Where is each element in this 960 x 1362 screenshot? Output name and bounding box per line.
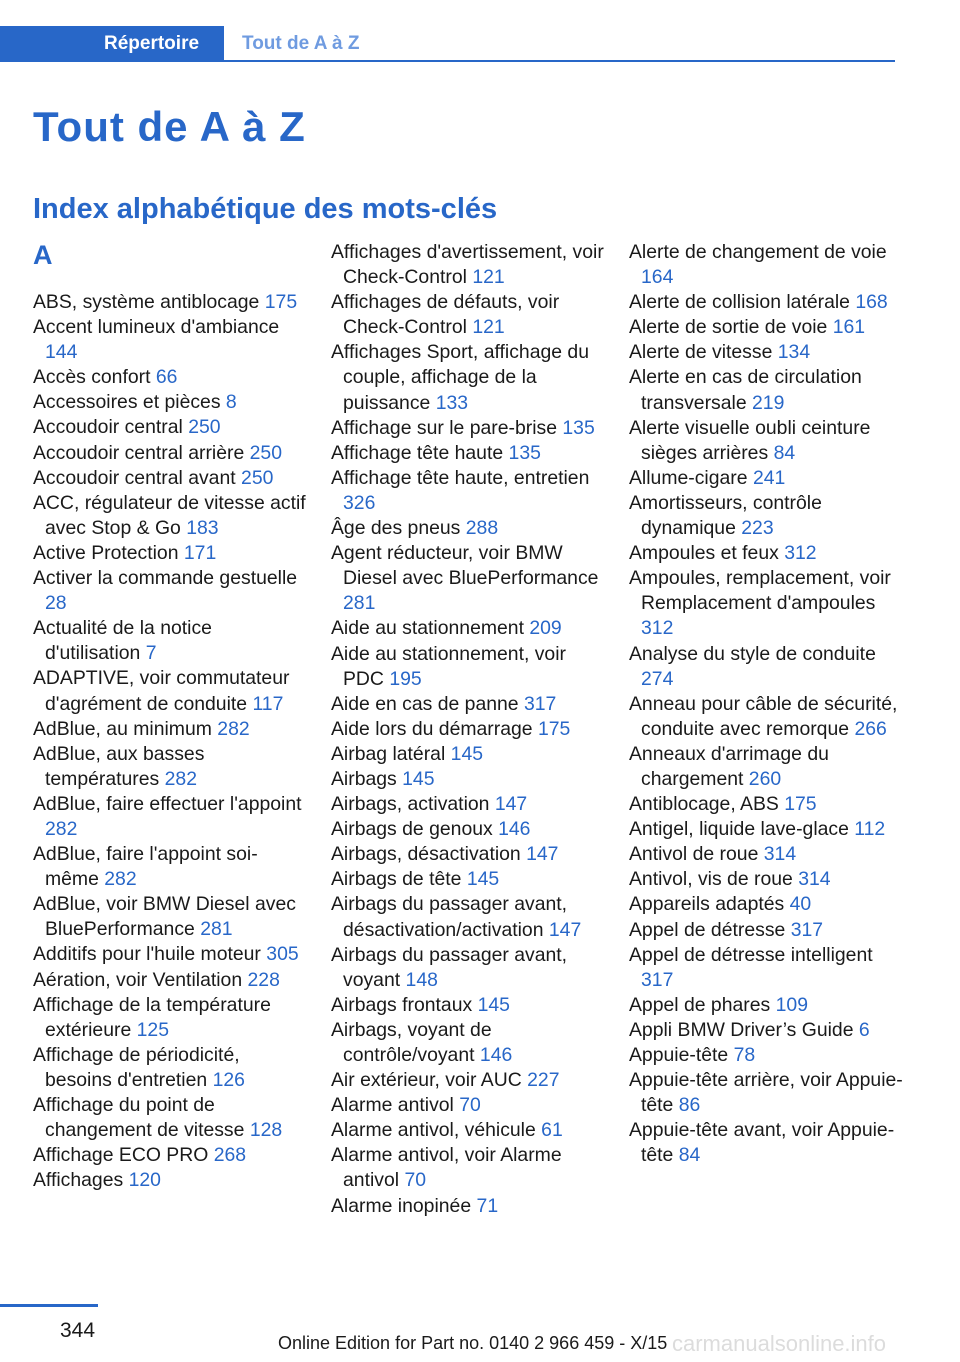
entry-page-link[interactable]: 175: [537, 717, 571, 740]
entry-term: Alerte en cas de circulation transversale: [629, 366, 862, 414]
index-entry: [331, 441, 606, 466]
entry-term: Aération, voir Ventilation: [33, 968, 243, 991]
entry-term: Agent réducteur, voir BMW Diesel avec BluePerformance: [331, 542, 599, 590]
entry-page-link[interactable]: 250: [188, 416, 221, 439]
index-entry: [629, 642, 904, 692]
tab-underline: [224, 60, 895, 62]
entry-page-link[interactable]: 282: [217, 717, 250, 740]
entry-page-link[interactable]: 326: [343, 491, 376, 514]
index-entry: [33, 390, 308, 415]
entry-term: Alarme antivol: [331, 1094, 454, 1117]
entry-term: Affichage tête haute: [331, 441, 504, 464]
entry-term: Airbags: [331, 767, 397, 790]
entry-term: Aide en cas de panne: [331, 692, 519, 715]
index-entry: [331, 616, 606, 641]
index-entry: [33, 968, 308, 993]
index-entry: [331, 416, 606, 441]
entry-page-link[interactable]: 28: [45, 592, 67, 615]
entry-page-link[interactable]: 314: [763, 843, 797, 866]
index-entry: [629, 742, 904, 792]
entry-page-link[interactable]: 281: [343, 592, 376, 615]
index-entry: [331, 340, 606, 415]
entry-page-link[interactable]: 274: [641, 667, 674, 690]
index-entry: [33, 290, 308, 315]
entry-page-link[interactable]: 84: [678, 1144, 701, 1167]
entry-term: ADAPTIVE, voir commutateur d'agrément de conduite: [33, 667, 290, 715]
index-entry: [33, 315, 308, 365]
entry-term: Alerte de sortie de voie: [629, 316, 828, 339]
entry-page-link[interactable]: 134: [777, 341, 811, 364]
entry-page-link[interactable]: 281: [200, 918, 233, 941]
page-number: 344: [60, 1319, 96, 1342]
entry-page-link[interactable]: 164: [641, 266, 674, 289]
index-entry: [33, 491, 308, 541]
index-entry: [629, 1068, 904, 1118]
edition-note: Online Edition for Part no. 0140 2 966 459 - X/15: [278, 1333, 668, 1353]
entry-page-link[interactable]: 288: [465, 517, 499, 540]
index-entry: [331, 717, 606, 742]
entry-page-link[interactable]: 282: [45, 817, 78, 840]
entry-page-link[interactable]: 144: [45, 341, 78, 364]
entry-term: Airbags du passager avant, désactivation/activation: [331, 893, 568, 941]
tab-bar: [0, 26, 895, 62]
entry-page-link[interactable]: 145: [450, 742, 484, 765]
entry-page-link[interactable]: 86: [678, 1094, 701, 1117]
entry-page-link[interactable]: 227: [527, 1069, 560, 1092]
entry-page-link[interactable]: 317: [523, 692, 557, 715]
entry-term: Âge des pneus: [331, 517, 461, 540]
index-entry: [33, 441, 308, 466]
entry-term: Active Protection: [33, 541, 179, 564]
entry-page-link[interactable]: 195: [389, 667, 422, 690]
entry-term: Alerte de vitesse: [629, 341, 773, 364]
entry-term: Airbag latéral: [331, 742, 446, 765]
entry-term: Alerte visuelle oubli ceinture sièges arrières: [629, 416, 871, 464]
entry-term: Appel de détresse intelligent: [629, 943, 873, 966]
entry-term: ACC, régulateur de vitesse actif avec Stop & Go: [33, 491, 306, 539]
entry-page-link[interactable]: 183: [186, 516, 219, 539]
entry-page-link[interactable]: 260: [748, 767, 782, 790]
entry-page-link[interactable]: 61: [541, 1119, 563, 1142]
entry-term: Aide au stationnement: [331, 617, 524, 640]
entry-term: AdBlue, au minimum: [33, 717, 212, 740]
index-entry: [629, 918, 904, 943]
index-entry: [33, 742, 308, 792]
entry-page-link[interactable]: 209: [529, 617, 562, 640]
index-entry: [33, 541, 308, 566]
index-entry: [331, 943, 606, 993]
entry-page-link[interactable]: 161: [832, 316, 866, 339]
entry-page-link[interactable]: 147: [494, 793, 528, 816]
index-entry: [33, 666, 308, 716]
entry-term: Appuie-tête arrière, voir Appuie-tête: [629, 1069, 903, 1117]
entry-page-link[interactable]: 126: [212, 1068, 245, 1091]
index-entry: [331, 642, 606, 692]
index-entry: [331, 792, 606, 817]
entry-page-link[interactable]: 145: [402, 767, 435, 790]
entry-term: Airbags de tête: [331, 868, 462, 891]
index-entry: [33, 365, 308, 390]
entry-page-link[interactable]: 175: [784, 793, 817, 816]
entry-page-link[interactable]: 147: [548, 918, 582, 941]
entry-term: Affichages Sport, affichage du couple, affichage de la puissance: [331, 341, 590, 414]
entry-page-link[interactable]: 125: [136, 1018, 169, 1041]
index-entry: [629, 1118, 904, 1168]
entry-page-link[interactable]: 112: [854, 818, 886, 841]
entry-term: Alarme inopinée: [331, 1194, 472, 1217]
entry-term: Antiblocage, ABS: [629, 793, 779, 816]
index-entry: [331, 1018, 606, 1068]
entry-term: Airbags, voyant de contrôle/voyant: [331, 1018, 492, 1066]
entry-page-link[interactable]: 250: [241, 466, 274, 489]
entry-term: Affichage de la température extérieure: [33, 993, 271, 1041]
entry-page-link[interactable]: 40: [789, 893, 812, 916]
entry-page-link[interactable]: 282: [164, 767, 197, 790]
entry-page-link[interactable]: 282: [104, 868, 137, 891]
entry-page-link[interactable]: 266: [854, 717, 887, 740]
entry-page-link[interactable]: 66: [155, 366, 178, 389]
entry-page-link[interactable]: 317: [641, 968, 674, 991]
index-entry: [629, 365, 904, 415]
index-entry: [33, 942, 308, 967]
entry-page-link[interactable]: 71: [476, 1194, 499, 1217]
entry-term: Alerte de collision latérale: [629, 291, 850, 314]
index-entry: [33, 616, 308, 666]
entry-page-link[interactable]: 312: [641, 617, 674, 640]
index-entry: [331, 692, 606, 717]
entry-page-link[interactable]: 305: [266, 943, 299, 966]
entry-page-link[interactable]: 120: [128, 1169, 161, 1192]
entry-page-link[interactable]: 6: [858, 1018, 870, 1041]
watermark: carmanualsonline.info: [672, 1331, 887, 1356]
index-entry: [331, 1068, 606, 1093]
entry-term: Appuie-tête avant, voir Appuie-tête: [629, 1119, 895, 1167]
entry-term: Appel de détresse: [629, 918, 786, 941]
entry-page-link[interactable]: 175: [264, 291, 298, 313]
index-column-2: [331, 240, 606, 1219]
entry-term: Affichage sur le pare-brise: [331, 416, 557, 439]
entry-term: Appel de phares: [629, 993, 771, 1016]
index-entry: [33, 792, 308, 842]
entry-page-link[interactable]: 219: [752, 391, 785, 414]
entry-term: Alarme antivol, voir Alarme antivol: [331, 1144, 562, 1192]
entry-term: Appli BMW Driver’s Guide: [629, 1018, 854, 1041]
index-entry: [629, 842, 904, 867]
tab-repertoire[interactable]: Répertoire: [0, 26, 224, 62]
index-entry: [33, 566, 308, 616]
entry-page-link[interactable]: 7: [145, 642, 157, 665]
entry-page-link[interactable]: 145: [477, 993, 510, 1016]
index-entry: [331, 1143, 606, 1193]
entry-page-link[interactable]: 84: [773, 441, 796, 464]
entry-page-link[interactable]: 128: [249, 1119, 283, 1142]
entry-term: Affichages: [33, 1169, 124, 1192]
index-entry: [331, 541, 606, 616]
entry-page-link[interactable]: 268: [213, 1144, 247, 1167]
index-entry: [33, 1143, 308, 1168]
entry-term: Alarme antivol, véhicule: [331, 1119, 536, 1142]
entry-page-link[interactable]: 133: [435, 391, 469, 414]
entry-term: Affichage tête haute, entretien: [331, 466, 590, 489]
entry-term: Airbags frontaux: [331, 993, 473, 1016]
index-entry: [629, 566, 904, 641]
entry-term: Affichage de périodicité, besoins d'entretien: [33, 1043, 240, 1091]
footer-accent-line: [0, 1304, 98, 1307]
entry-page-link[interactable]: 241: [752, 466, 786, 489]
entry-term: Anneaux d'arrimage du chargement: [629, 742, 829, 790]
index-entry: [331, 1118, 606, 1143]
index-entry: [331, 1093, 606, 1118]
index-entry: [33, 842, 308, 892]
entry-term: Airbags, activation: [331, 793, 490, 816]
index-column-1: [33, 240, 308, 1193]
index-entry: [629, 491, 904, 541]
entry-term: Ampoules et feux: [629, 542, 779, 565]
index-entry: [629, 817, 904, 842]
entry-term: AdBlue, faire l'appoint soi-même: [33, 843, 258, 891]
entry-page-link[interactable]: 135: [562, 416, 595, 439]
entry-term: Aide au stationnement, voir PDC: [331, 642, 566, 690]
entry-term: Airbags de genoux: [331, 818, 493, 841]
entry-term: Accent lumineux d'ambiance: [33, 316, 280, 339]
index-entry: [331, 892, 606, 942]
index-entry: [331, 516, 606, 541]
entry-term: Accoudoir central avant: [33, 466, 236, 489]
entry-term: Alerte de changement de voie: [629, 241, 887, 263]
index-entry: [629, 993, 904, 1018]
index-entry: [629, 315, 904, 340]
entry-term: Analyse du style de conduite: [629, 642, 876, 665]
section-letter: A: [33, 240, 53, 270]
index-entry: [33, 466, 308, 491]
entry-page-link[interactable]: 147: [526, 843, 559, 866]
entry-term: Allume-cigare: [629, 466, 748, 489]
index-entry: [629, 943, 904, 993]
index-entry: [33, 717, 308, 742]
entry-page-link[interactable]: 146: [479, 1044, 513, 1066]
index-entry: [33, 1168, 308, 1193]
index-entry: [629, 867, 904, 892]
entry-term: AdBlue, aux basses températures: [33, 742, 205, 790]
index-entry: [331, 742, 606, 767]
entry-page-link[interactable]: 250: [249, 441, 282, 464]
index-entry: [331, 1194, 606, 1219]
index-entry: [331, 817, 606, 842]
index-entry: [33, 415, 308, 440]
entry-page-link[interactable]: 228: [247, 968, 280, 991]
entry-page-link[interactable]: 78: [733, 1044, 756, 1066]
entry-term: Accoudoir central arrière: [33, 441, 245, 464]
entry-term: Accoudoir central: [33, 416, 183, 439]
index-entry: [331, 993, 606, 1018]
entry-page-link[interactable]: 314: [798, 868, 831, 891]
index-entry: [629, 466, 904, 491]
entry-page-link[interactable]: 146: [498, 818, 531, 841]
entry-term: Affichages d'avertissement, voir Check-Control: [331, 241, 604, 289]
entry-page-link[interactable]: 168: [855, 291, 888, 314]
entry-term: Affichages de défauts, voir Check-Control: [331, 291, 560, 339]
entry-term: Antivol de roue: [629, 843, 759, 866]
index-entry: [629, 892, 904, 917]
index-entry: [33, 1093, 308, 1143]
entry-page-link[interactable]: 135: [508, 441, 541, 464]
entry-term: Additifs pour l'huile moteur: [33, 943, 261, 966]
entry-term: Affichage du point de changement de vitesse: [33, 1094, 245, 1142]
entry-page-link[interactable]: 148: [405, 968, 438, 991]
entry-term: Antigel, liquide lave-glace: [629, 818, 849, 841]
page-subtitle: Index alphabétique des mots-clés: [33, 193, 498, 225]
index-entry: [629, 1018, 904, 1043]
page-title: Tout de A à Z: [33, 103, 306, 150]
entry-page-link[interactable]: 317: [790, 918, 824, 941]
index-entry: [331, 842, 606, 867]
entry-page-link[interactable]: 171: [183, 541, 217, 564]
index-entry: [331, 240, 606, 290]
entry-page-link[interactable]: 70: [404, 1169, 427, 1192]
entry-page-link[interactable]: 312: [784, 542, 817, 565]
index-entry: [33, 993, 308, 1043]
entry-page-link[interactable]: 70: [459, 1094, 481, 1117]
index-entry: [33, 892, 308, 942]
entry-term: Actualité de la notice d'utilisation: [33, 617, 212, 665]
entry-term: AdBlue, voir BMW Diesel avec BluePerformance: [33, 893, 296, 941]
entry-term: Air extérieur, voir AUC: [331, 1069, 522, 1092]
entry-term: Ampoules, remplacement, voir Remplacement d'ampoules: [629, 567, 891, 615]
index-entry: [331, 290, 606, 340]
entry-term: Aide lors du démarrage: [331, 717, 533, 740]
index-entry: [629, 1043, 904, 1068]
entry-term: Airbags du passager avant, voyant: [331, 943, 568, 991]
entry-page-link[interactable]: 109: [775, 993, 808, 1016]
index-column-3: [629, 240, 904, 1168]
entry-term: Appareils adaptés: [629, 893, 785, 916]
index-entry: [331, 867, 606, 892]
entry-page-link[interactable]: 8: [225, 391, 237, 414]
index-entry: [629, 792, 904, 817]
entry-term: Accessoires et pièces: [33, 391, 221, 414]
index-entry: [331, 767, 606, 792]
entry-page-link[interactable]: 145: [466, 868, 500, 891]
index-entry: [629, 240, 904, 290]
entry-page-link[interactable]: 121: [472, 316, 505, 339]
entry-term: Accès confort: [33, 366, 151, 389]
entry-term: Appuie-tête: [629, 1044, 729, 1066]
index-entry: [331, 466, 606, 516]
entry-page-link[interactable]: 117: [252, 692, 284, 715]
tab-tout-de-a-a-z[interactable]: Tout de A à Z: [242, 33, 360, 54]
index-entry: [629, 290, 904, 315]
entry-term: Activer la commande gestuelle: [33, 567, 298, 590]
entry-page-link[interactable]: 223: [741, 517, 774, 540]
entry-page-link[interactable]: 121: [472, 266, 505, 289]
entry-term: Antivol, vis de roue: [629, 868, 793, 891]
entry-term: Amortisseurs, contrôle dynamique: [629, 491, 822, 540]
index-entry: [33, 1043, 308, 1093]
entry-term: Airbags, désactivation: [331, 843, 521, 866]
index-entry: [629, 416, 904, 466]
entry-term: AdBlue, faire effectuer l'appoint: [33, 792, 302, 815]
entry-term: Anneau pour câble de sécurité, conduite avec remorque: [629, 692, 898, 740]
entry-term: Affichage ECO PRO: [33, 1144, 209, 1167]
index-entry: [629, 340, 904, 365]
entry-term: ABS, système antiblocage: [33, 291, 260, 313]
index-entry: [629, 541, 904, 566]
index-entry: [629, 692, 904, 742]
